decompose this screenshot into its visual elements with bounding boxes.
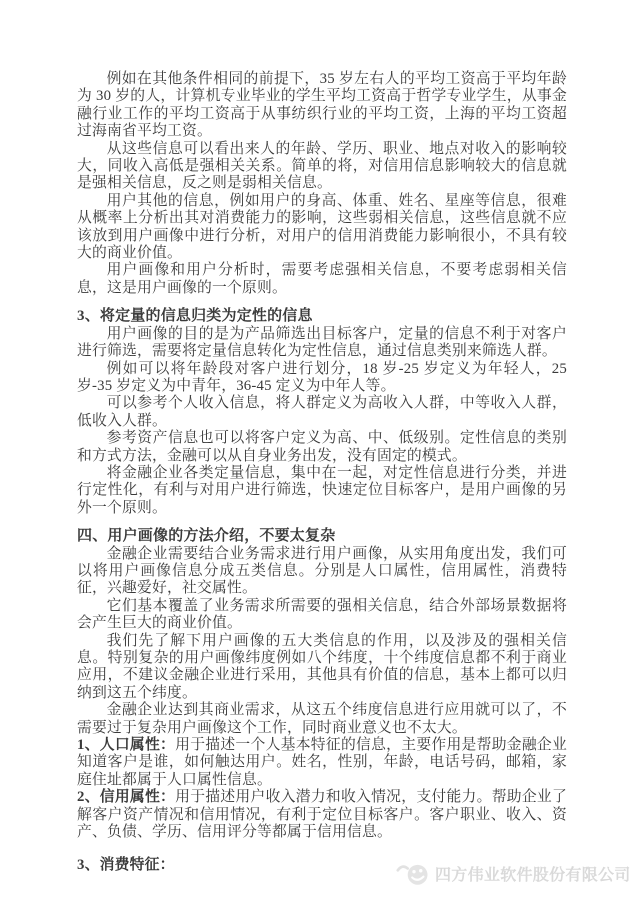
paragraph-spacer [77, 841, 567, 857]
body-paragraph: 从这些信息可以看出来人的年龄、学历、职业、地点对收入的影响较大，同收入高低是强相关关系。简单的将，对信用信息影响较大的信息就是强相关信息，反之则是弱相关信息。 [77, 140, 567, 192]
section-heading: 四、用户画像的方法介绍，不要太复杂 [77, 528, 336, 545]
document-body [77, 71, 567, 875]
body-paragraph: 例如可以将年龄段对客户进行划分，18 岁-25 岁定义为年轻人，25 岁-35 岁定义为中青年，36-45 定义为中年人等。 [77, 360, 567, 394]
body-paragraph: 用户画像的目的是为产品筛选出目标客户，定量的信息不利于对客户进行筛选，需要将定量信息转化为定性信息，通过信息类别来筛选人群。 [77, 325, 567, 360]
sifangweiye-logo-icon [396, 859, 432, 887]
body-paragraph: 用户其他的信息，例如用户的身高、体重、姓名、星座等信息，很难从概率上分析出其对消费能力的影响，这些弱相关信息，这些信息就不应该放到用户画像中进行分析，对用户的信用消费能力影响很小，不具有较大的商业价值。 [77, 192, 567, 262]
body-paragraph: 金融企业需要结合业务需求进行用户画像，从实用角度出发，我们可以将用户画像信息分成五类信息。分别是人口属性，信用属性，消费特征，兴趣爱好，社交属性。 [77, 545, 567, 597]
body-paragraph: 用户画像和用户分析时，需要考虑强相关信息，不要考虑弱相关信息，这是用户画像的一个原则。 [77, 262, 567, 296]
body-paragraph: 金融企业达到其商业需求，从这五个纬度信息进行应用就可以了，不需要过于复杂用户画像这个工作，同时商业意义也不太大。 [77, 702, 567, 736]
labeled-paragraph: 2、信用属性：用于描述用户收入潜力和收入情况，支付能力。帮助企业了解客户资产情况和信用情况，有利于定位目标客户。客户职业、收入、资产、负债、学历、信用评分等都属于信用信息。 [77, 789, 567, 841]
labeled-paragraph: 1、人口属性：用于描述一个人基本特征的信息，主要作用是帮助金融企业知道客户是谁，如何触达用户。姓名，性别，年龄，电话号码，邮箱，家庭住址都属于人口属性信息。 [77, 737, 567, 788]
body-paragraph: 它们基本覆盖了业务需求所需要的强相关信息，结合外部场景数据将会产生巨大的商业价值。 [77, 597, 567, 632]
attribute-label: 3、消费特征： [77, 857, 175, 874]
body-paragraph: 例如在其他条件相同的前提下，35 岁左右人的平均工资高于平均年龄为 30 岁的人，计算机专业毕业的学生平均工资高于哲学专业学生，从事金融行业工作的平均工资高于从事纺织行业的平均工资，上海的平均工资超过海南省平均工资。 [77, 71, 567, 140]
body-paragraph: 将金融企业各类定量信息，集中在一起，对定性信息进行分类，并进行定性化，有利与对用户进行筛选，快速定位目标客户，是用户画像的另外一个原则。 [77, 464, 567, 516]
watermark-text: 四方伟业软件股份有限公司 [435, 866, 631, 884]
attribute-label: 2、信用属性： [77, 789, 176, 806]
body-paragraph: 参考资产信息也可以将客户定义为高、中、低级别。定性信息的类别和方式方法，金融可以从自身业务出发，没有固定的模式。 [77, 430, 567, 464]
section-heading: 3、将定量的信息归类为定性的信息 [77, 308, 313, 325]
attribute-label: 1、人口属性： [77, 737, 176, 754]
body-paragraph: 我们先了解下用户画像的五大类信息的作用，以及涉及的强相关信息。特别复杂的用户画像纬度例如八个纬度，十个纬度信息都不利于商业应用，不建议金融企业进行采用，其他具有价值的信息，基本上都可以归纳到这五个纬度。 [77, 632, 567, 701]
body-paragraph: 可以参考个人收入信息，将人群定义为高收入人群，中等收入人群，低收入人群。 [77, 395, 567, 429]
watermark [396, 858, 631, 888]
